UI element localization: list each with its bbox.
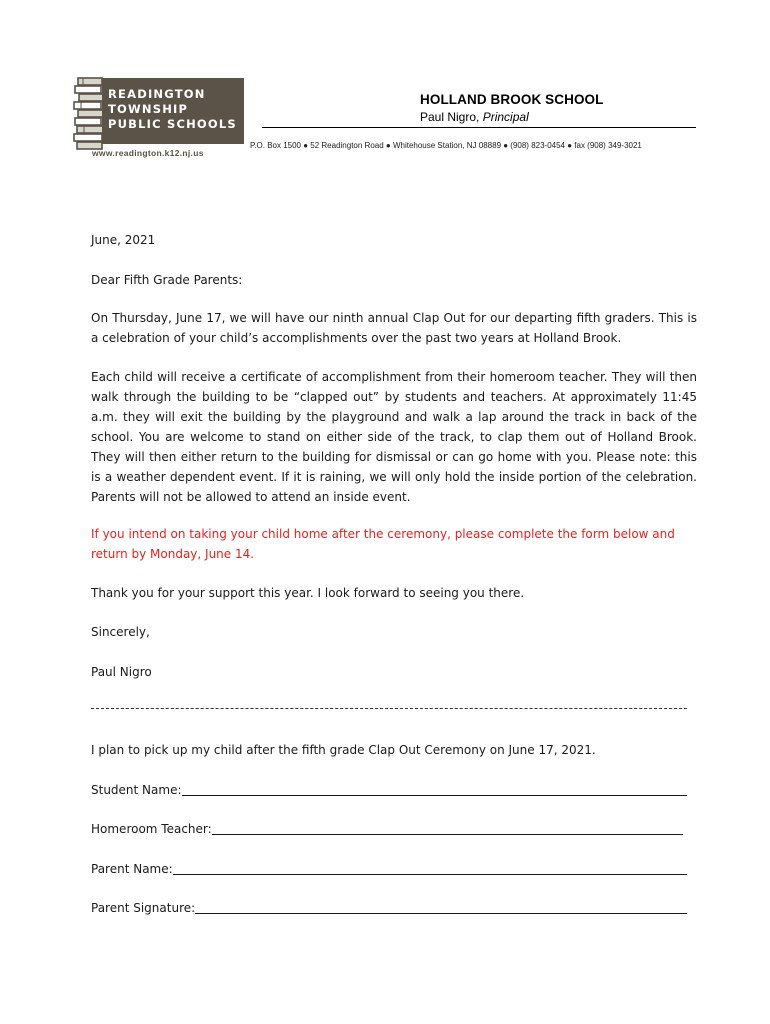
closing: Sincerely, (91, 625, 150, 639)
school-address: P.O. Box 1500 ● 52 Readington Road ● Whitehouse Station, NJ 08889 ● (908) 823-0454 ● fax (908) 349-3021 (250, 141, 642, 150)
letter-date: June, 2021 (91, 233, 156, 247)
parent-name-label: Parent Name: (91, 862, 173, 876)
salutation: Dear Fifth Grade Parents: (91, 273, 243, 287)
parent-signature-label: Parent Signature: (91, 901, 196, 915)
district-name-box (102, 78, 244, 144)
district-url: www.readington.k12.nj.us (92, 148, 204, 158)
principal-line (420, 110, 529, 124)
school-name: HOLLAND BROOK SCHOOL (420, 92, 604, 107)
parent-name-field[interactable] (173, 859, 687, 875)
homeroom-teacher-field[interactable] (212, 819, 683, 835)
student-name-field[interactable] (182, 780, 688, 796)
student-name-label: Student Name: (91, 783, 182, 797)
homeroom-teacher-row (91, 817, 683, 837)
parent-signature-row (91, 896, 687, 916)
paragraph-details: Each child will receive a certificate of accomplishment from their homeroom teacher. They will then walk through the building to be “clapped out” by students and teachers. At approximately 11:45 a.m. they will exit the building by the playground and walk a lap around the track in back of the school. You are welcome to stand on either side of the track, to clap them out of Holland Brook. They will then either return to the building for dismissal or can go home with you. Please note: this is a weather dependent event. If it is raining, we will only hold the inside portion of the celebration. Parents will not be allowed to attend an inside event. (91, 370, 697, 504)
district-name-line-1: READINGTON (108, 87, 206, 101)
principal-name: Paul Nigro, (420, 110, 480, 124)
district-name-line-2: TOWNSHIP (108, 102, 189, 116)
book-stack-icon (72, 76, 106, 150)
parent-signature-field[interactable] (195, 898, 687, 914)
district-name-line-3: PUBLIC SCHOOLS (108, 117, 237, 131)
principal-title: Principal (482, 110, 529, 124)
header-divider (262, 127, 696, 128)
pickup-notice: If you intend on taking your child home after the ceremony, please complete the form below and return by Monday, June 14. (91, 527, 675, 561)
paragraph-intro: On Thursday, June 17, we will have our ninth annual Clap Out for our departing fifth graders. This is a celebration of your child’s accomplishments over the past two years at Holland Brook. (91, 311, 697, 345)
homeroom-teacher-label: Homeroom Teacher: (91, 822, 212, 836)
pickup-statement: I plan to pick up my child after the fifth grade Clap Out Ceremony on June 17, 2021. (91, 743, 596, 757)
thank-you-line: Thank you for your support this year. I look forward to seeing you there. (91, 586, 525, 600)
student-name-row (91, 778, 687, 798)
cut-line (91, 708, 687, 709)
district-logo (70, 76, 250, 162)
signature-name: Paul Nigro (91, 665, 152, 679)
parent-name-row (91, 857, 687, 877)
